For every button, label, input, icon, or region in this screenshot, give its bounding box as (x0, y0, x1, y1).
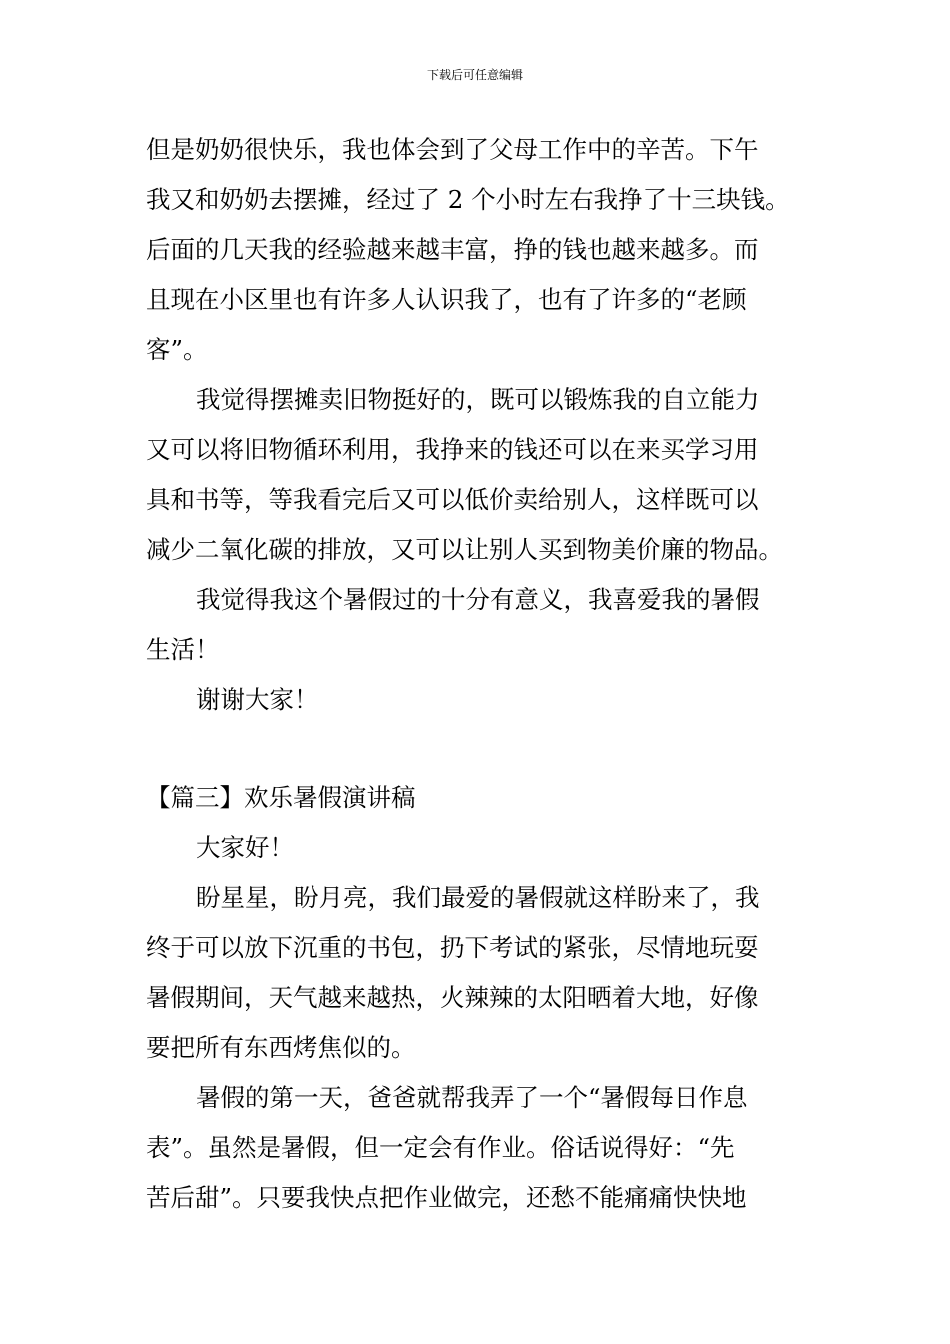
paragraph-line: 要把所有东西烤焦似的。 (146, 1033, 416, 1062)
closing-line: 谢谢大家！ (196, 685, 319, 714)
paragraph-line: 减少二氧化碳的排放，又可以让别人买到物美价廉的物品。 (146, 535, 783, 564)
greeting-line: 大家好！ (196, 833, 294, 862)
paragraph-line: 终于可以放下沉重的书包，扔下考试的紧张，尽情地玩耍 (146, 933, 759, 962)
paragraph-line: 生活！ (146, 635, 220, 664)
paragraph-line: 客”。 (146, 335, 208, 364)
paragraph-line: 我觉得我这个暑假过的十分有意义，我喜爱我的暑假 (196, 585, 760, 614)
paragraph-line: 且现在小区里也有许多人认识我了，也有了许多的“老顾 (146, 285, 747, 314)
paragraph-line: 又可以将旧物循环利用，我挣来的钱还可以在来买学习用 (146, 435, 759, 464)
paragraph-line: 暑假的第一天，爸爸就帮我弄了一个“暑假每日作息 (196, 1083, 748, 1112)
paragraph-line: 但是奶奶很快乐，我也体会到了父母工作中的辛苦。下午 (146, 135, 759, 164)
paragraph-line: 后面的几天我的经验越来越丰富，挣的钱也越来越多。而 (146, 235, 759, 264)
section-heading: 【篇三】欢乐暑假演讲稿 (146, 783, 416, 812)
paragraph-line: 暑假期间，天气越来越热，火辣辣的太阳晒着大地，好像 (146, 983, 759, 1012)
paragraph-line: 我又和奶奶去摆摊，经过了 2 个小时左右我挣了十三块钱。 (146, 185, 790, 214)
page-header: 下载后可任意编辑 (426, 68, 523, 82)
paragraph-line: 苦后甜”。只要我快点把作业做完，还愁不能痛痛快快地 (146, 1183, 747, 1212)
paragraph-line: 具和书等，等我看完后又可以低价卖给别人，这样既可以 (146, 485, 759, 514)
paragraph-line: 盼星星，盼月亮，我们最爱的暑假就这样盼来了，我 (196, 883, 760, 912)
paragraph-line: 表”。虽然是暑假，但一定会有作业。俗话说得好：“先 (146, 1133, 735, 1162)
paragraph-line: 我觉得摆摊卖旧物挺好的，既可以锻炼我的自立能力 (196, 385, 760, 414)
